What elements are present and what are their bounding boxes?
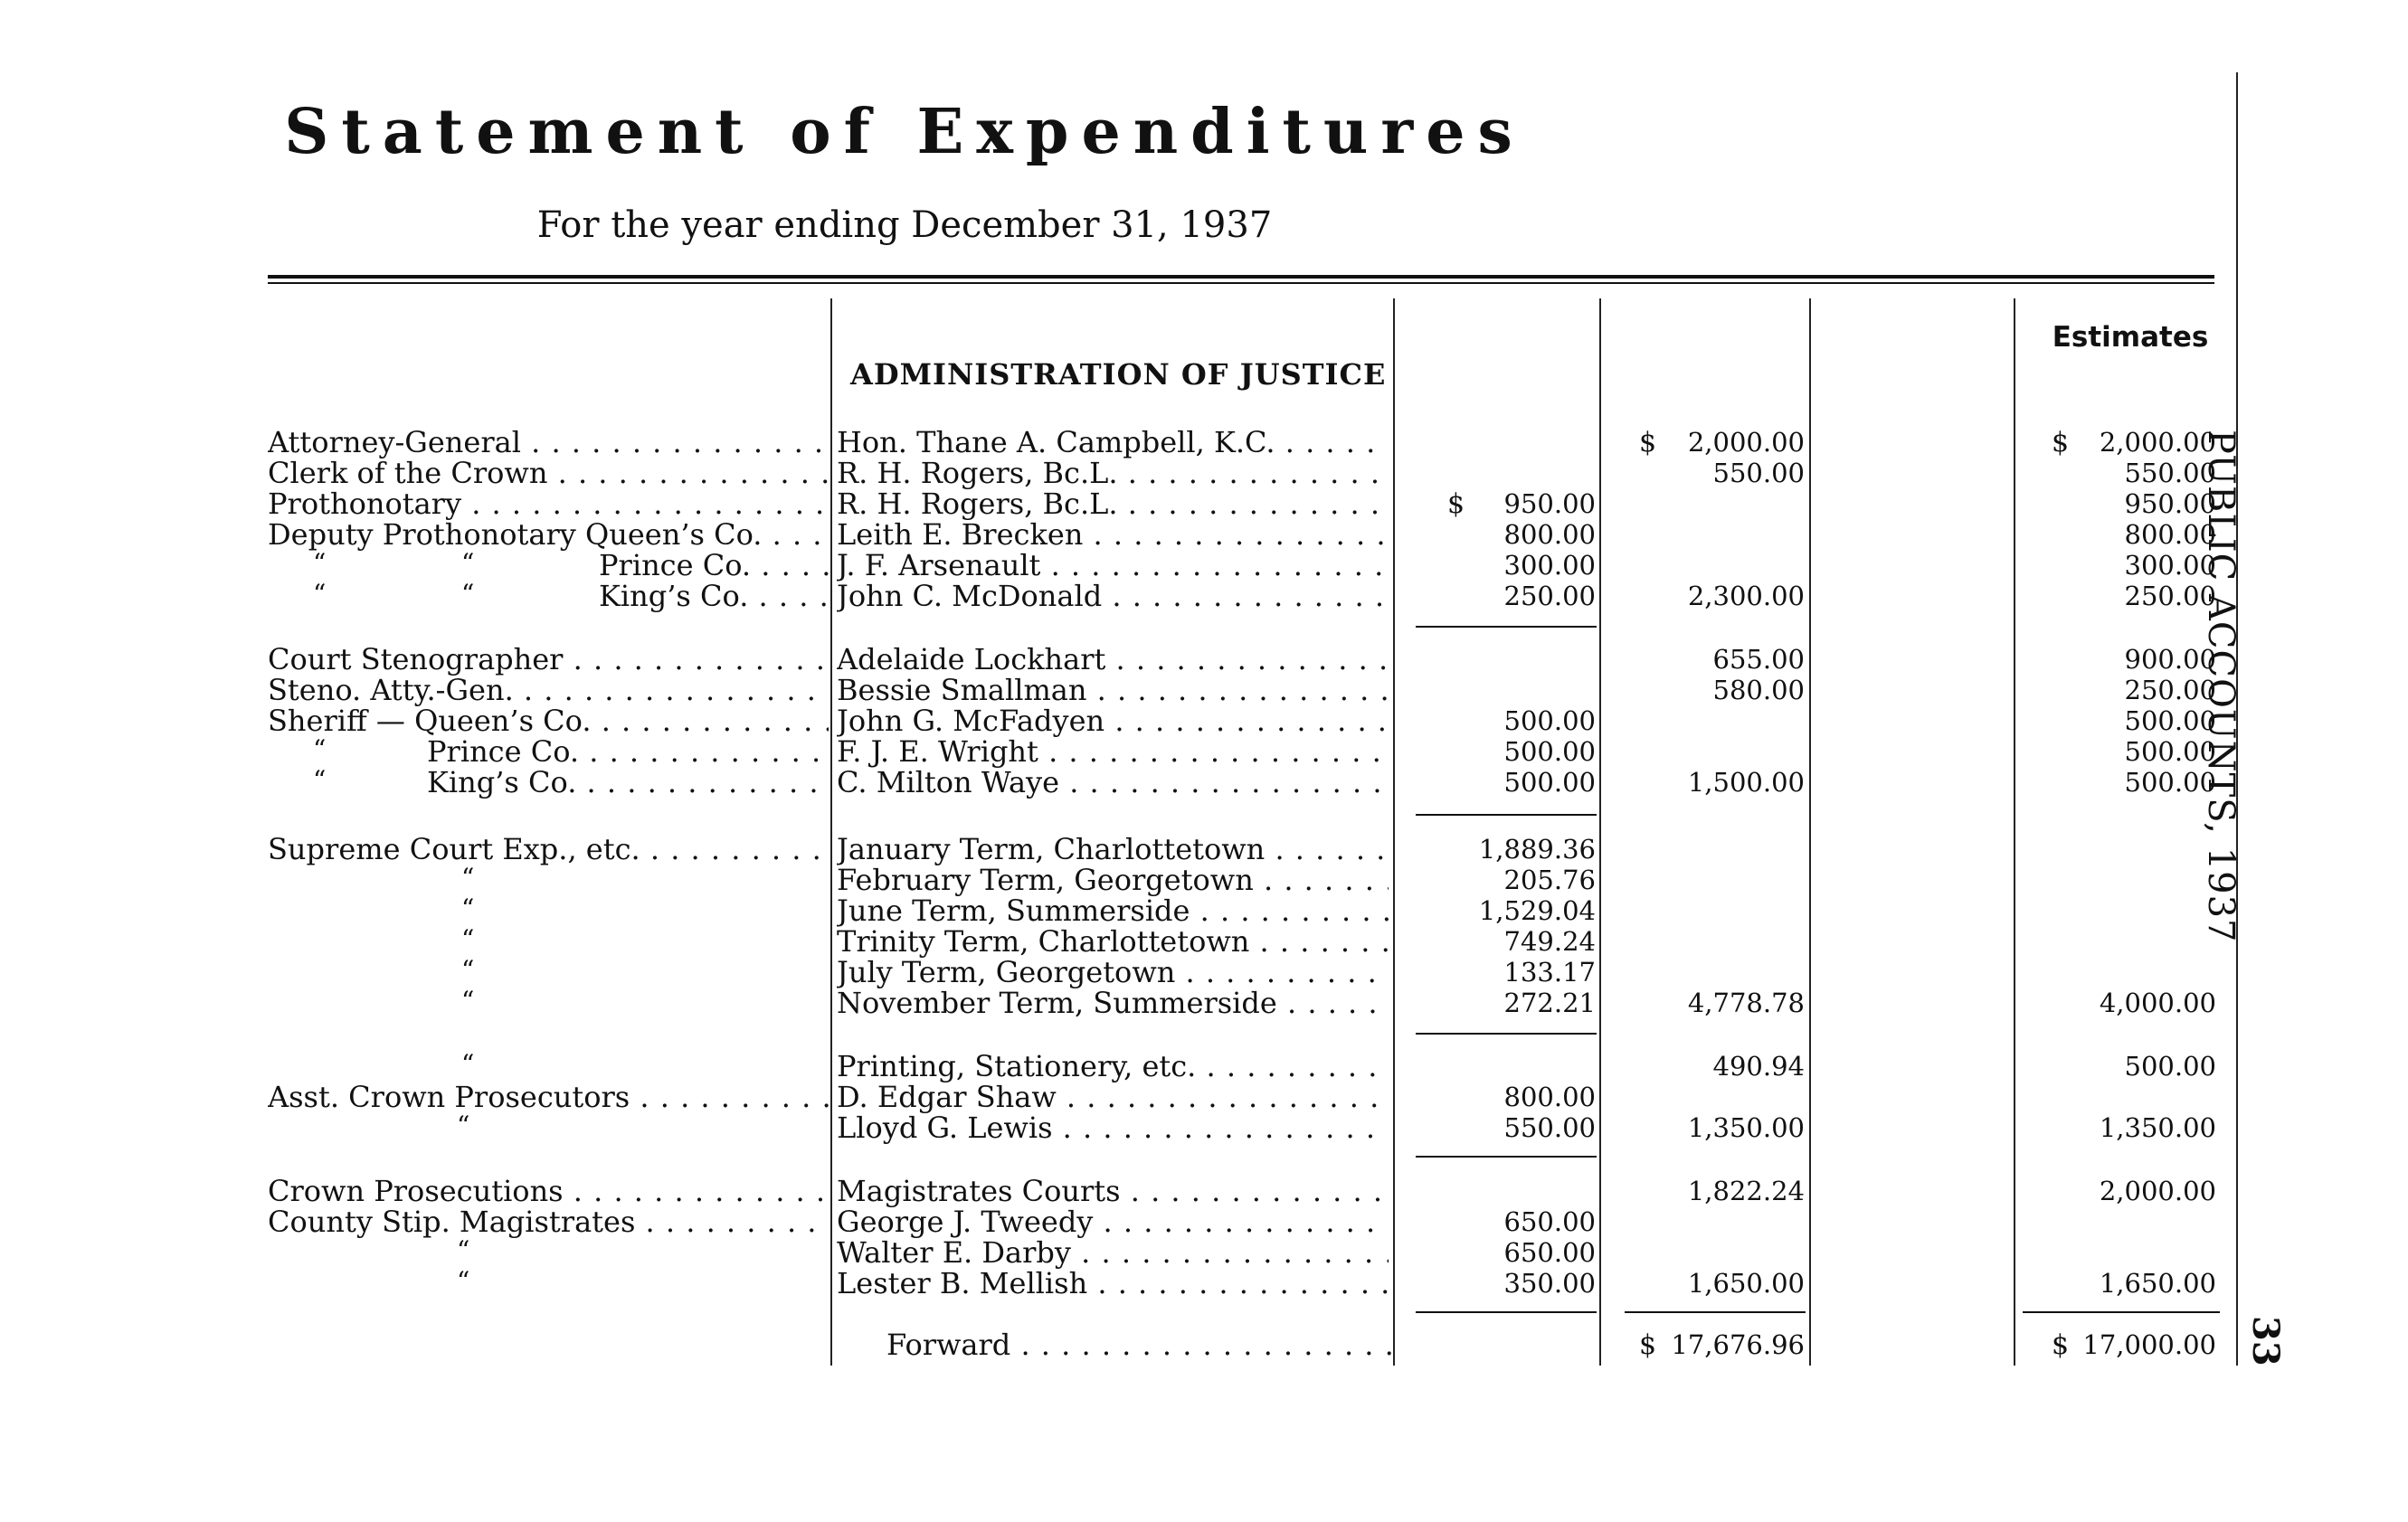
table-row xyxy=(0,548,2261,582)
payee-label: R. H. Rogers, Bc.L. . . . xyxy=(837,456,1389,490)
table-row xyxy=(0,893,2261,928)
office-label: Prince Co. . . . xyxy=(427,734,829,769)
itemized-amount: 133.17 xyxy=(1503,957,1596,988)
office-label: King’s Co. . . . xyxy=(599,579,829,613)
payee-label: Printing, Stationery, etc. . . . xyxy=(837,1049,1389,1083)
payee-label: February Term, Georgetown . . . xyxy=(837,863,1389,897)
itemized-amount: 950.00 xyxy=(1503,488,1596,519)
ditto-mark: “ xyxy=(461,548,475,578)
subtotal-amount: 2,300.00 xyxy=(1687,581,1805,611)
estimate-amount: 500.00 xyxy=(2124,1051,2216,1082)
ditto-mark: “ xyxy=(461,986,475,1016)
itemized-amount: 1,529.04 xyxy=(1478,895,1596,926)
forward-total: 17,676.96 xyxy=(1671,1329,1805,1360)
table-row xyxy=(0,1205,2261,1239)
office-label: Asst. Crown Prosecutors . . . xyxy=(268,1080,829,1114)
office-label: King’s Co. . . . xyxy=(427,765,829,799)
payee-label: J. F. Arsenault . . . xyxy=(837,548,1389,582)
table-row xyxy=(0,765,2261,799)
payee-label: June Term, Summerside . . . xyxy=(837,893,1389,928)
ditto-mark: “ xyxy=(461,893,475,923)
itemized-amount: 350.00 xyxy=(1503,1268,1596,1299)
header-rule-thin xyxy=(268,282,2214,284)
total-rule xyxy=(2023,1311,2220,1313)
office-label: Crown Prosecutions . . . xyxy=(268,1174,829,1208)
office-label: Deputy Prothonotary Queen’s Co. . . . xyxy=(268,517,829,552)
estimate-amount: 1,650.00 xyxy=(2099,1268,2216,1299)
itemized-amount: 500.00 xyxy=(1503,767,1596,798)
payee-label: Lester B. Mellish . . . xyxy=(837,1266,1389,1300)
table-row xyxy=(0,704,2261,738)
payee-label: Magistrates Courts . . . xyxy=(837,1174,1389,1208)
payee-label: Walter E. Darby . . . xyxy=(837,1235,1389,1270)
page-title: Statement of Expenditures xyxy=(284,96,1525,168)
payee-label: C. Milton Waye . . . xyxy=(837,765,1389,799)
payee-label: Hon. Thane A. Campbell, K.C. . . . xyxy=(837,425,1389,459)
forward-estimate-total: 17,000.00 xyxy=(2082,1329,2216,1360)
office-label: Court Stenographer . . . xyxy=(268,642,829,676)
office-label: Sheriff — Queen’s Co. . . . xyxy=(268,704,829,738)
payee-label: John C. McDonald . . . xyxy=(837,579,1389,613)
itemized-amount: 205.76 xyxy=(1503,865,1596,895)
subtotal-amount: 550.00 xyxy=(1712,458,1805,488)
currency-symbol: $ xyxy=(1639,427,1657,458)
itemized-amount: 272.21 xyxy=(1503,988,1596,1018)
table-row xyxy=(0,1174,2261,1208)
estimate-amount: 500.00 xyxy=(2124,767,2216,798)
table-row xyxy=(0,517,2261,552)
page-number: 33 xyxy=(2244,1316,2287,1366)
payee-label: Trinity Term, Charlottetown . . . xyxy=(837,924,1389,959)
table-row xyxy=(0,642,2261,676)
office-label: Prince Co. . . . xyxy=(599,548,829,582)
total-rule xyxy=(1416,1311,1597,1313)
table-row xyxy=(0,487,2261,521)
estimate-amount: 250.00 xyxy=(2124,581,2216,611)
payee-label: John G. McFadyen . . . xyxy=(837,704,1389,738)
ditto-mark: “ xyxy=(313,734,327,764)
estimate-amount: 2,000.00 xyxy=(2099,1176,2216,1206)
subtotal-amount: 1,650.00 xyxy=(1687,1268,1805,1299)
estimates-heading: Estimates xyxy=(2052,321,2209,354)
itemized-amount: 800.00 xyxy=(1503,519,1596,550)
itemized-amount: 550.00 xyxy=(1503,1112,1596,1143)
estimate-amount: 900.00 xyxy=(2124,644,2216,675)
office-label: Supreme Court Exp., etc. . . . xyxy=(268,832,829,866)
ditto-mark: “ xyxy=(457,1266,470,1296)
page-subtitle: For the year ending December 31, 1937 xyxy=(536,204,1273,246)
itemized-amount: 500.00 xyxy=(1503,705,1596,736)
estimate-amount: 250.00 xyxy=(2124,675,2216,705)
ditto-mark: “ xyxy=(313,548,327,578)
subtotal-amount: 490.94 xyxy=(1712,1051,1805,1082)
forward-label: Forward . . . xyxy=(886,1328,1393,1362)
subtotal-rule xyxy=(1416,1156,1597,1158)
table-row xyxy=(0,1111,2261,1145)
itemized-amount: 1,889.36 xyxy=(1478,834,1596,865)
itemized-amount: 300.00 xyxy=(1503,550,1596,581)
subtotal-amount: 1,822.24 xyxy=(1687,1176,1805,1206)
ditto-mark: “ xyxy=(313,765,327,795)
office-label: Attorney-General . . . xyxy=(268,425,829,459)
subtotal-amount: 1,500.00 xyxy=(1687,767,1805,798)
side-caption: PUBLIC ACCOUNTS, 1937 xyxy=(2200,430,2242,943)
ditto-mark: “ xyxy=(461,1049,475,1079)
table-row xyxy=(0,924,2261,959)
ditto-mark: “ xyxy=(461,924,475,954)
itemized-amount: 250.00 xyxy=(1503,581,1596,611)
table-row xyxy=(0,673,2261,707)
currency-symbol: $ xyxy=(2052,1329,2070,1361)
forward-row xyxy=(0,1328,2261,1362)
currency-symbol: $ xyxy=(2052,427,2070,458)
office-label: Prothonotary . . . xyxy=(268,487,829,521)
table-row xyxy=(0,734,2261,769)
subtotal-rule xyxy=(1416,1033,1597,1035)
payee-label: July Term, Georgetown . . . xyxy=(837,955,1389,989)
currency-symbol: $ xyxy=(1447,488,1465,520)
table-row xyxy=(0,863,2261,897)
table-row xyxy=(0,955,2261,989)
itemized-amount: 650.00 xyxy=(1503,1237,1596,1268)
office-label: Steno. Atty.-Gen. . . . xyxy=(268,673,829,707)
ditto-mark: “ xyxy=(457,1235,470,1265)
estimate-amount: 800.00 xyxy=(2124,519,2216,550)
office-label: County Stip. Magistrates . . . xyxy=(268,1205,829,1239)
currency-symbol: $ xyxy=(1639,1329,1657,1361)
section-heading: ADMINISTRATION OF JUSTICE xyxy=(850,357,1387,392)
estimate-amount: 950.00 xyxy=(2124,488,2216,519)
ditto-mark: “ xyxy=(461,863,475,893)
payee-label: Adelaide Lockhart . . . xyxy=(837,642,1389,676)
office-label: Clerk of the Crown . . . xyxy=(268,456,829,490)
subtotal-amount: 655.00 xyxy=(1712,644,1805,675)
itemized-amount: 749.24 xyxy=(1503,926,1596,957)
estimate-amount: 4,000.00 xyxy=(2099,988,2216,1018)
subtotal-amount: 1,350.00 xyxy=(1687,1112,1805,1143)
estimate-amount: 500.00 xyxy=(2124,705,2216,736)
subtotal-amount: 2,000.00 xyxy=(1687,427,1805,458)
itemized-amount: 650.00 xyxy=(1503,1206,1596,1237)
payee-label: F. J. E. Wright . . . xyxy=(837,734,1389,769)
estimate-amount: 2,000.00 xyxy=(2099,427,2216,458)
estimate-amount: 300.00 xyxy=(2124,550,2216,581)
payee-label: D. Edgar Shaw . . . xyxy=(837,1080,1389,1114)
table-row xyxy=(0,1049,2261,1083)
estimate-amount: 1,350.00 xyxy=(2099,1112,2216,1143)
header-rule-thick xyxy=(268,275,2214,279)
subtotal-amount: 4,778.78 xyxy=(1687,988,1805,1018)
table-row xyxy=(0,1266,2261,1300)
payee-label: November Term, Summerside . . . xyxy=(837,986,1389,1020)
table-row xyxy=(0,986,2261,1020)
payee-label: Bessie Smallman . . . xyxy=(837,673,1389,707)
payee-label: George J. Tweedy . . . xyxy=(837,1205,1389,1239)
table-row xyxy=(0,579,2261,613)
payee-label: Lloyd G. Lewis . . . xyxy=(837,1111,1389,1145)
itemized-amount: 500.00 xyxy=(1503,736,1596,767)
subtotal-amount: 580.00 xyxy=(1712,675,1805,705)
payee-label: January Term, Charlottetown . . . xyxy=(837,832,1389,866)
ditto-mark: “ xyxy=(457,1111,470,1140)
table-row xyxy=(0,425,2261,459)
table-row xyxy=(0,1235,2261,1270)
subtotal-rule xyxy=(1416,626,1597,628)
table-row xyxy=(0,832,2261,866)
estimate-amount: 550.00 xyxy=(2124,458,2216,488)
ditto-mark: “ xyxy=(313,579,327,609)
estimate-amount: 500.00 xyxy=(2124,736,2216,767)
ditto-mark: “ xyxy=(461,955,475,985)
payee-label: R. H. Rogers, Bc.L. . . . xyxy=(837,487,1389,521)
ditto-mark: “ xyxy=(461,579,475,609)
table-row xyxy=(0,1080,2261,1114)
total-rule xyxy=(1625,1311,1806,1313)
payee-label: Leith E. Brecken . . . xyxy=(837,517,1389,552)
itemized-amount: 800.00 xyxy=(1503,1082,1596,1112)
table-row xyxy=(0,456,2261,490)
subtotal-rule xyxy=(1416,814,1597,816)
